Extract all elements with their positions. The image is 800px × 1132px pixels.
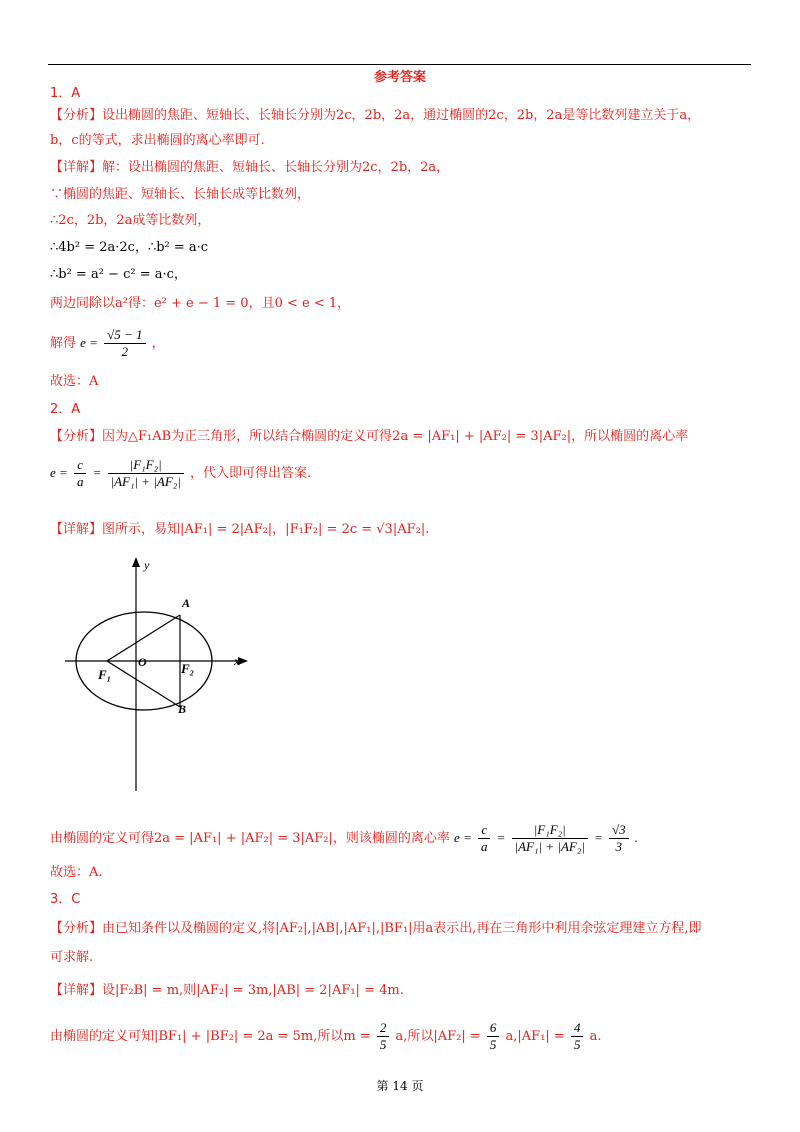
q2-analysis-frac2 bbox=[108, 457, 184, 490]
q3-frac1-den: 5 bbox=[379, 1037, 387, 1052]
q3-frac3-num: 4 bbox=[571, 1020, 584, 1037]
label-B: B bbox=[178, 702, 187, 716]
label-F2: F₂ bbox=[181, 661, 195, 676]
q2-analysis-lhs: e = bbox=[50, 465, 68, 480]
q2-conclusion-frac1: $\frac{c}{a}$ bbox=[478, 822, 491, 855]
q2-conclusion-prefix: 由椭圆的定义可得2a = |AF₁| + |AF₂| = 3|AF₂|，则该椭圆的离心率 bbox=[50, 831, 450, 846]
ellipse-diagram bbox=[60, 555, 260, 795]
q2-analysis-frac2-den: |AF₁| + |AF₂| bbox=[110, 474, 181, 489]
q1-step6-prefix: 解得 bbox=[50, 336, 77, 351]
q2-analysis-frac1-num: c bbox=[74, 457, 87, 474]
label-F1: F₁ bbox=[98, 667, 112, 682]
page-number: 第 14 页 bbox=[376, 1079, 424, 1093]
q3-frac3-den: 5 bbox=[573, 1037, 581, 1052]
q2-conclusion-frac2 bbox=[512, 822, 588, 855]
q2-conclusion-frac2-num: |F₁F₂| bbox=[512, 822, 588, 839]
q3-frac2-den: 5 bbox=[489, 1037, 497, 1052]
header-rule bbox=[48, 64, 751, 65]
q3-frac3 bbox=[571, 1020, 584, 1053]
q2-detail: 【详解】图所示，易知|AF₁| = 2|AF₂|，|F₁F₂| = 2c = √3|AF₂|. bbox=[50, 522, 430, 537]
q1-step6-numerator: √5 − 1 bbox=[104, 327, 145, 344]
q3-detail: 【详解】设|F₂B| = m,则|AF₂| = 3m,|AB| = 2|AF₁| = 4m. bbox=[50, 983, 404, 998]
q2-number: 2．A bbox=[50, 402, 81, 417]
q1-step2: ∴2c，2b，2a成等比数列， bbox=[50, 213, 211, 228]
q1-step6-lhs: e = bbox=[80, 335, 98, 350]
q1-step3: ∴4b² = 2a·2c，∴b² = a·c bbox=[50, 240, 209, 255]
q2-conclusion-frac2-den: |AF₁| + |AF₂| bbox=[514, 839, 585, 854]
q1-step6 bbox=[50, 327, 165, 360]
q3-number: 3．C bbox=[50, 892, 81, 907]
q2-conclusion-frac3-den: 3 bbox=[615, 839, 623, 854]
q1-choose: 故选：A bbox=[50, 374, 99, 389]
q3-frac2-num: 6 bbox=[487, 1020, 500, 1037]
q1-step6-suffix: ， bbox=[151, 336, 165, 351]
q3-last-line bbox=[50, 1020, 602, 1053]
label-A: A bbox=[182, 596, 191, 610]
q3-analysis-line1: 【分析】由已知条件以及椭圆的定义,将|AF₂|,|AB|,|AF₁|,|BF₁|用a表示出,再在三角形中利用余弦定理建立方程,即 bbox=[50, 921, 702, 936]
q2-conclusion-frac3-num: √3 bbox=[609, 822, 629, 839]
q1-step5: 两边同除以a²得：e² + e − 1 = 0，且0 < e < 1， bbox=[50, 296, 351, 311]
q2-analysis-frac2-num: |F₁F₂| bbox=[108, 457, 184, 474]
q2-analysis-line1: 【分析】因为△F₁AB为正三角形，所以结合椭圆的定义可得2a = |AF₁| + |AF₂| = 3|AF₂|，所以椭圆的离心率 bbox=[50, 429, 689, 444]
q2-analysis-frac1 bbox=[74, 457, 87, 490]
label-y: y bbox=[144, 558, 150, 572]
label-x: x bbox=[234, 654, 240, 668]
q1-analysis-line1: 【分析】设出椭圆的焦距、短轴长、长轴长分别为2c，2b，2a，通过椭圆的2c，2b，2a是等比数列建立关于a， bbox=[50, 108, 701, 123]
q1-step4: ∴b² = a² − c² = a·c， bbox=[50, 267, 187, 282]
q3-last-prefix: 由椭圆的定义可知|BF₁| + |BF₂| = 2a = 5m,所以m = bbox=[50, 1029, 371, 1044]
y-axis-arrow bbox=[132, 557, 140, 567]
q3-frac2 bbox=[487, 1020, 500, 1053]
q2-analysis-frac1-den: a bbox=[76, 474, 84, 489]
q2-choose: 故选：A. bbox=[50, 865, 103, 880]
q3-frac1-num: 2 bbox=[377, 1020, 390, 1037]
q1-step6-fraction bbox=[104, 327, 145, 360]
q1-analysis-line2: b，c的等式，求出椭圆的离心率即可. bbox=[50, 133, 265, 148]
label-O: O bbox=[138, 655, 147, 669]
q3-frac1 bbox=[377, 1020, 390, 1053]
q3-last-mid: a,所以|AF₂| = bbox=[395, 1029, 481, 1044]
q3-last-mid2: a,|AF₁| = bbox=[505, 1029, 565, 1044]
page-title: 参考答案 bbox=[373, 70, 426, 85]
q1-number: 1．A bbox=[50, 86, 81, 101]
q1-detail: 【详解】解：设出椭圆的焦距、短轴长、长轴长分别为2c，2b，2a， bbox=[50, 160, 450, 175]
q3-last-suffix: a. bbox=[589, 1029, 602, 1044]
q1-step6-denominator: 2 bbox=[121, 344, 129, 359]
q2-analysis-suffix: ，代入即可得出答案. bbox=[190, 466, 312, 481]
q2-conclusion: 由椭圆的定义可得2a = |AF₁| + |AF₂| = 3|AF₂|，则该椭圆的离心率 e = $\frac{c}{a}$ = $\frac{\text{|F₁F₂|}}{\text{|AF₁| + |AF₂|}}$ = $\frac{√3}{3}$ . bbox=[50, 822, 639, 854]
q2-conclusion-frac3 bbox=[609, 822, 629, 855]
q1-step1: ∵椭圆的焦距、短轴长、长轴长成等比数列， bbox=[50, 187, 311, 202]
q2-analysis-line2: e = $\frac{c}{a}$ = $\frac{\text{|F₁F₂|}}{\text{|AF₁| + |AF₂|}}$ ，代入即可得出答案. bbox=[50, 457, 312, 489]
q3-analysis-line2: 可求解. bbox=[50, 950, 94, 965]
